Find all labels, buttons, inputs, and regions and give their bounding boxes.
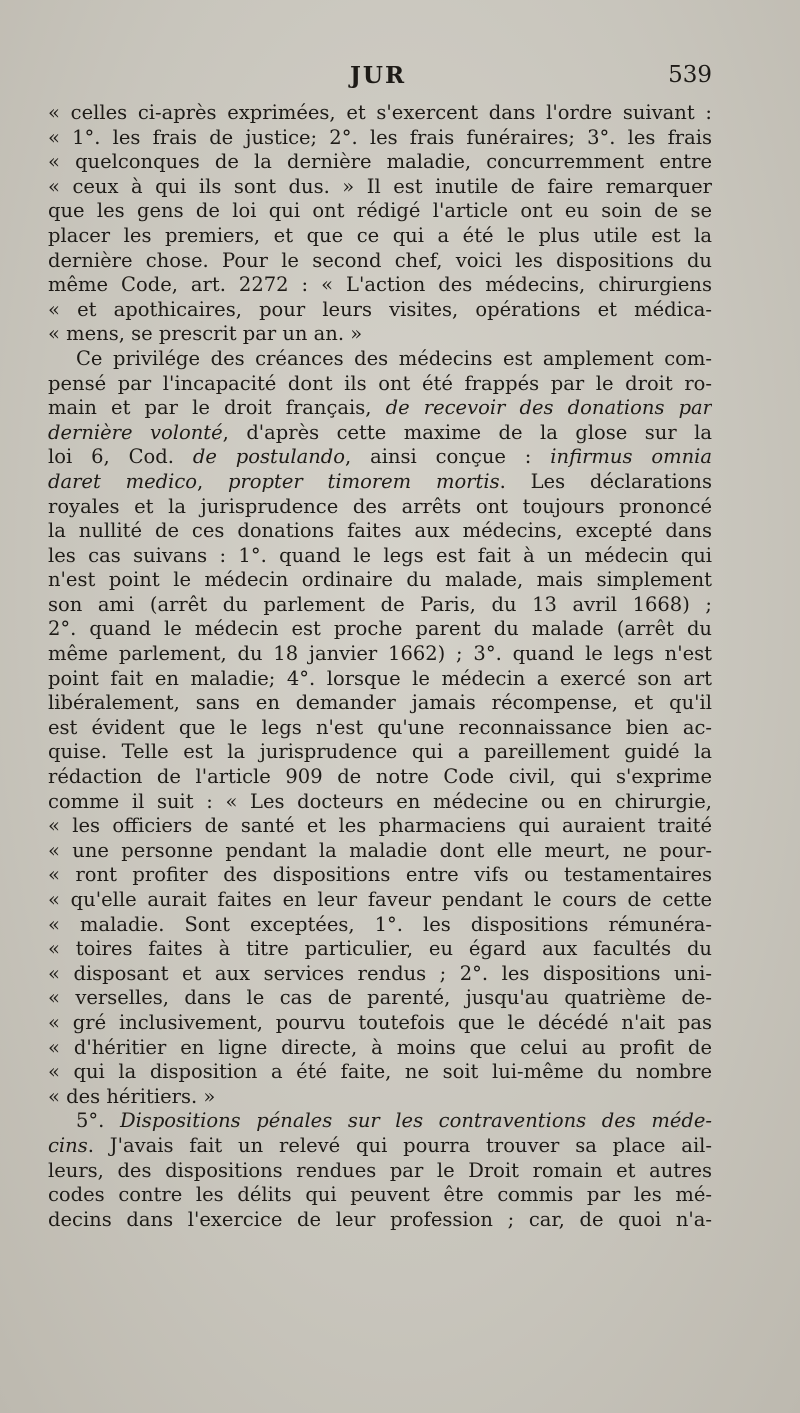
text-line: codes contre les délits qui peuvent être commis par les mé- [48,1183,712,1207]
section-heading-line: 5°. Dispositions pénales sur les contraventions des méde- [76,1109,712,1133]
text-line: « maladie. Sont exceptées, 1°. les dispositions rémunéra- [48,912,712,936]
italic-phrase: daret medico [48,469,198,493]
text-line: Ce privilége des créances des médecins est amplement com- [76,346,712,370]
text-line: pensé par l'incapacité dont ils ont été frappés par le droit ro- [48,371,712,395]
body-text [48,101,712,1232]
text-line: loi 6, Cod. de postulando, ainsi conçue : infirmus omnia [48,445,712,469]
text-line: royales et la jurisprudence des arrêts ont toujours prononcé [48,494,712,518]
text-line: est évident que le legs n'est qu'une reconnaissance bien ac- [48,715,712,739]
text-line: decins dans l'exercice de leur profession ; car, de quoi n'a- [48,1207,712,1231]
text-line: leurs, des dispositions rendues par le Droit romain et autres [48,1158,712,1182]
text-line: « qui la disposition a été faite, ne soit lui-même du nombre [48,1060,712,1084]
text-line: « d'héritier en ligne directe, à moins que celui au profit de [48,1035,712,1059]
text-line: « celles ci-après exprimées, et s'exercent dans l'ordre suivant : [48,101,712,124]
italic-phrase: de postulando [192,445,346,469]
text-line: rédaction de l'article 909 de notre Code civil, qui s'exprime [48,765,712,789]
italic-phrase: de recevoir des donations par [385,396,712,420]
text-line: « une personne pendant la maladie dont elle meurt, ne pour- [48,838,712,862]
text-line: n'est point le médecin ordinaire du malade, mais simplement [48,568,712,592]
text-line: « quelconques de la dernière maladie, concurremment entre [48,150,712,174]
text-line: son ami (arrêt du parlement de Paris, du 13 avril 1668) ; [48,592,712,616]
italic-phrase: Dispositions pénales sur les contraventions des méde- [119,1109,712,1133]
italic-phrase: dernière volonté [48,420,223,444]
text-line: même Code, art. 2272 : « L'action des médecins, chirurgiens [48,273,712,297]
italic-phrase: cins [48,1133,88,1157]
text-line: dernière volonté, d'après cette maxime de la glose sur la [48,420,712,444]
text-line: « gré inclusivement, pourvu toutefois que le décédé n'ait pas [48,1010,712,1034]
text-line: même parlement, du 18 janvier 1662) ; 3°. quand le legs n'est [48,642,712,666]
text-line: « toires faites à titre particulier, eu égard aux facultés du [48,937,712,961]
text-line: la nullité de ces donations faites aux médecins, excepté dans [48,519,712,543]
running-head: JUR [350,62,407,89]
text-line: « 1°. les frais de justice; 2°. les frais funéraires; 3°. les frais [48,125,712,149]
text-line: main et par le droit français, de recevoir des donations par [48,396,712,420]
page-header [0,62,800,96]
text-line: « disposant et aux services rendus ; 2°. les dispositions uni- [48,961,712,985]
text-line: point fait en maladie; 4°. lorsque le médecin a exercé son art [48,666,712,690]
text-line: libéralement, sans en demander jamais récompense, et qu'il [48,691,712,715]
text-line: dernière chose. Pour le second chef, voici les dispositions du [48,248,712,272]
text-line: que les gens de loi qui ont rédigé l'article ont eu soin de se [48,199,712,223]
text-line: « ront profiter des dispositions entre vifs ou testamentaires [48,863,712,887]
text-line: cins. J'avais fait un relevé qui pourra trouver sa place ail- [48,1133,712,1157]
text-line: « les officiers de santé et les pharmaciens qui auraient traité [48,814,712,838]
text-line: quise. Telle est la jurisprudence qui a pareillement guidé la [48,740,712,764]
text-line: placer les premiers, et que ce qui a été le plus utile est la [48,223,712,247]
text-line: « mens, se prescrit par un an. » [48,322,363,346]
text-line: « ceux à qui ils sont dus. » Il est inutile de faire remarquer [48,174,712,198]
text-line: « verselles, dans le cas de parenté, jusqu'au quatrième de- [48,986,712,1010]
text-line: 2°. quand le médecin est proche parent du malade (arrêt du [48,617,712,641]
italic-phrase: propter timorem mortis [228,469,500,493]
text-line: « et apothicaires, pour leurs visites, opérations et médica- [48,297,712,321]
text-line: comme il suit : « Les docteurs en médecine ou en chirurgie, [48,789,712,813]
italic-phrase: infirmus omnia [550,445,712,469]
text-line: « des héritiers. » [48,1084,216,1108]
text-line: les cas suivans : 1°. quand le legs est fait à un médecin qui [48,543,712,567]
text-line: daret medico, propter timorem mortis. Les déclarations [48,469,712,493]
page-number: 539 [668,62,712,88]
text-line: « qu'elle aurait faites en leur faveur pendant le cours de cette [48,888,712,911]
